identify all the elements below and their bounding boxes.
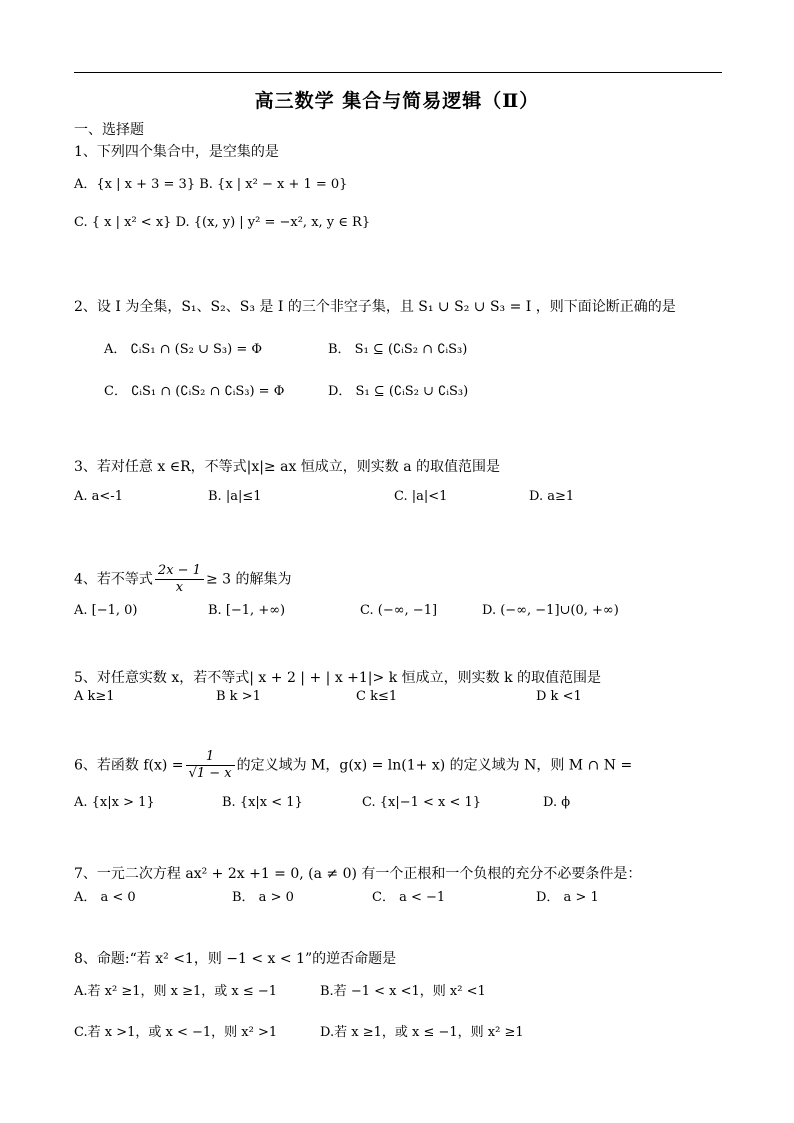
question-2-option-d: D． S₁ ⊆ (∁ᵢS₂ ∪ ∁ᵢS₃) [328,384,469,399]
question-8-option-b: B.若 −1 < x <1，则 x² <1 [320,984,486,999]
question-5-option-c: C k≤1 [356,689,398,704]
question-4-stem-prefix: 4、若不等式 [74,571,153,588]
question-1-options-ab: A．{x | x + 3 = 3} B. {x | x² − x + 1 = 0} [74,177,348,192]
question-5-stem: 5、对任意实数 x，若不等式| x + 2 | + | x +1|> k 恒成立，则实数 k 的取值范围是 [74,670,602,686]
question-4-option-c: C. (−∞, −1] [360,603,438,618]
question-7-option-a: A． a < 0 [74,890,136,905]
question-6-option-b: B. {x|x < 1} [222,795,303,810]
question-6-stem-suffix: 的定义域为 M，g(x) = ln(1+ x) 的定义域为 N，则 M ∩ N = [236,757,633,774]
question-7-option-d: D． a > 1 [536,890,599,905]
question-8-stem: 8、命题:“若 x² <1，则 −1 < x < 1”的逆否命题是 [74,951,397,967]
question-6-fraction [186,749,235,782]
header-rule [74,72,722,73]
question-6-option-a: A. {x|x > 1} [74,795,155,810]
question-3-option-c: C. |a|<1 [394,489,448,504]
question-8-option-d: D.若 x ≥1，或 x ≤ −1，则 x² ≥1 [320,1025,524,1040]
question-5-option-a: A k≥1 [74,689,115,704]
question-4-stem [74,563,292,596]
question-5-option-d: D k <1 [536,689,582,704]
section-heading: 一、选择题 [74,122,144,138]
question-4-stem-suffix: ≥ 3 的解集为 [205,571,292,588]
question-3-option-d: D. a≥1 [529,489,575,504]
question-6-option-c: C. {x|−1 < x < 1} [362,795,482,810]
question-7-stem: 7、一元二次方程 ax² + 2x +1 = 0, (a ≠ 0) 有一个正根和一个负根的充分不必要条件是： [74,866,642,882]
question-1-options-cd: C. { x | x² < x} D. {(x, y) | y² = −x², x, y ∈ R} [74,215,371,230]
question-6-option-d: D. ϕ [543,795,571,810]
question-6-fraction-denominator: √1 − x [188,766,232,781]
question-8-option-c: C.若 x >1，或 x < −1，则 x² >1 [74,1025,278,1040]
question-7-option-b: B． a > 0 [232,890,294,905]
question-4-fraction-denominator: x [175,580,184,595]
question-2-option-c: C． ∁ᵢS₁ ∩ (∁ᵢS₂ ∩ ∁ᵢS₃) = Φ [104,384,285,399]
question-2-option-b: B． S₁ ⊆ (∁ᵢS₂ ∩ ∁ᵢS₃) [328,342,468,357]
question-4-option-a: A. [−1, 0) [74,603,138,618]
question-1-stem: 1、下列四个集合中，是空集的是 [74,144,279,160]
question-6-stem-prefix: 6、若函数 f(x) = [74,757,184,774]
question-3-option-b: B. |a|≤1 [208,489,262,504]
question-6-stem [74,749,632,782]
question-2-stem: 2、设 I 为全集，S₁、S₂、S₃ 是 I 的三个非空子集，且 S₁ ∪ S₂ ∪ S₃ = I ，则下面论断正确的是 [74,299,676,315]
page-title: 高三数学 集合与简易逻辑（Ⅱ） [254,90,540,112]
question-4-fraction-numerator: 2x − 1 [155,563,204,580]
question-4-option-b: B. [−1, +∞) [208,603,286,618]
question-3-option-a: A. a<-1 [74,489,123,504]
question-5-option-b: B k >1 [216,689,261,704]
question-6-fraction-numerator: 1 [186,749,235,766]
question-7-option-c: C． a < −1 [372,890,446,905]
question-8-option-a: A.若 x² ≥1，则 x ≥1，或 x ≤ −1 [74,984,278,999]
question-3-stem: 3、若对任意 x ∈R，不等式|x|≥ ax 恒成立，则实数 a 的取值范围是 [74,459,501,475]
question-2-option-a: A． ∁ᵢS₁ ∩ (S₂ ∪ S₃) = Φ [104,342,263,357]
question-4-option-d: D. (−∞, −1]∪(0, +∞) [482,603,619,618]
question-4-fraction [155,563,204,596]
